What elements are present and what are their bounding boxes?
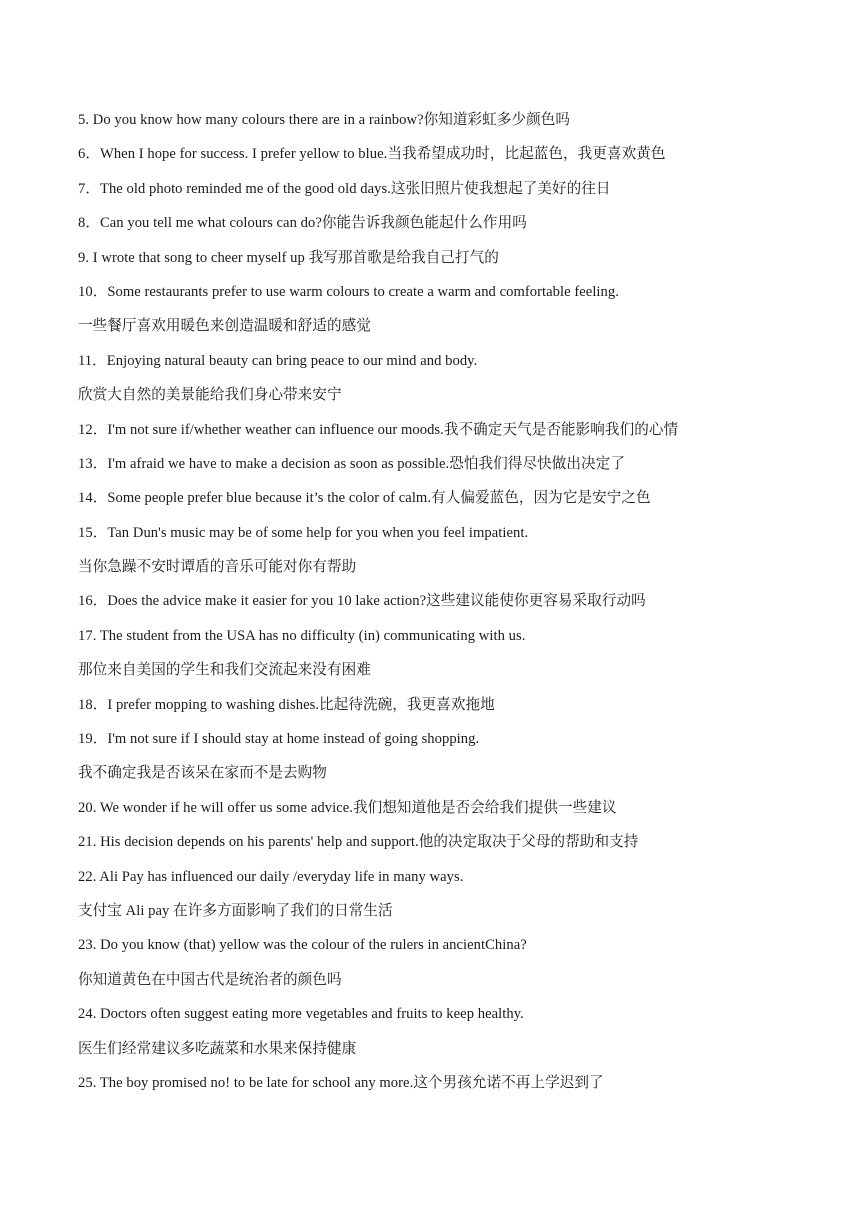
text-line: 21. His decision depends on his parents' help and support.他的决定取决于父母的帮助和支持: [78, 834, 639, 851]
text-line: 11．Enjoying natural beauty can bring peace to our mind and body.: [78, 352, 478, 369]
text-line: 18．I prefer mopping to washing dishes.比起待洗碗，我更喜欢拖地: [78, 696, 495, 713]
text-line: 支付宝 Ali pay 在许多方面影响了我们的日常生活: [78, 902, 393, 919]
text-line: 我不确定我是否该呆在家而不是去购物: [78, 765, 327, 782]
text-line: 那位来自美国的学生和我们交流起来没有困难: [78, 662, 371, 679]
text-line: 15．Tan Dun's music may be of some help for you when you feel impatient.: [78, 524, 529, 541]
text-line: 6．When I hope for success. I prefer yellow to blue.当我希望成功时，比起蓝色，我更喜欢黄色: [78, 146, 666, 163]
text-line: 10．Some restaurants prefer to use warm colours to create a warm and comfortable feeling.: [78, 283, 619, 300]
text-line: 5. Do you know how many colours there are in a rainbow?你知道彩虹多少颜色吗: [78, 112, 571, 128]
text-line: 7．The old photo reminded me of the good old days.这张旧照片使我想起了美好的往日: [78, 180, 611, 197]
text-line: 19．I'm not sure if I should stay at home instead of going shopping.: [78, 731, 480, 748]
text-line: 欣赏大自然的美景能给我们身心带来安宁: [78, 387, 342, 404]
text-line: 8．Can you tell me what colours can do?你能告诉我颜色能起什么作用吗: [78, 215, 527, 232]
text-line: 你知道黄色在中国古代是统治者的颜色吗: [78, 971, 342, 988]
text-line: 当你急躁不安时谭盾的音乐可能对你有帮助: [78, 559, 357, 576]
text-line: 12．I'm not sure if/whether weather can influence our moods.我不确定天气是否能影响我们的心情: [78, 421, 679, 438]
document-page: [78, 106, 818, 1103]
text-line: 一些餐厅喜欢用暖色来创造温暖和舒适的感觉: [78, 318, 371, 335]
text-line: 13．I'm afraid we have to make a decision as soon as possible.恐怕我们得尽快做出决定了: [78, 455, 625, 472]
text-line: 9. I wrote that song to cheer myself up 我写那首歌是给我自己打气的: [78, 249, 499, 266]
text-line: 22. Ali Pay has influenced our daily /everyday life in many ways.: [78, 868, 464, 885]
text-line: 16．Does the advice make it easier for you 10 lake action?这些建议能使你更容易采取行动吗: [78, 593, 646, 610]
text-line: 14．Some people prefer blue because it’s the color of calm.有人偏爱蓝色，因为它是安宁之色: [78, 490, 651, 507]
text-line: 17. The student from the USA has no difficulty (in) communicating with us.: [78, 627, 526, 644]
text-line: 24. Doctors often suggest eating more vegetables and fruits to keep healthy.: [78, 1006, 524, 1023]
text-line: 23. Do you know (that) yellow was the colour of the rulers in ancientChina?: [78, 937, 527, 954]
text-line: 20. We wonder if he will offer us some advice.我们想知道他是否会给我们提供一些建议: [78, 799, 617, 816]
text-line: 25. The boy promised no! to be late for school any more.这个男孩允诺不再上学迟到了: [78, 1074, 604, 1091]
text-line: 医生们经常建议多吃蔬菜和水果来保持健康: [78, 1040, 357, 1057]
